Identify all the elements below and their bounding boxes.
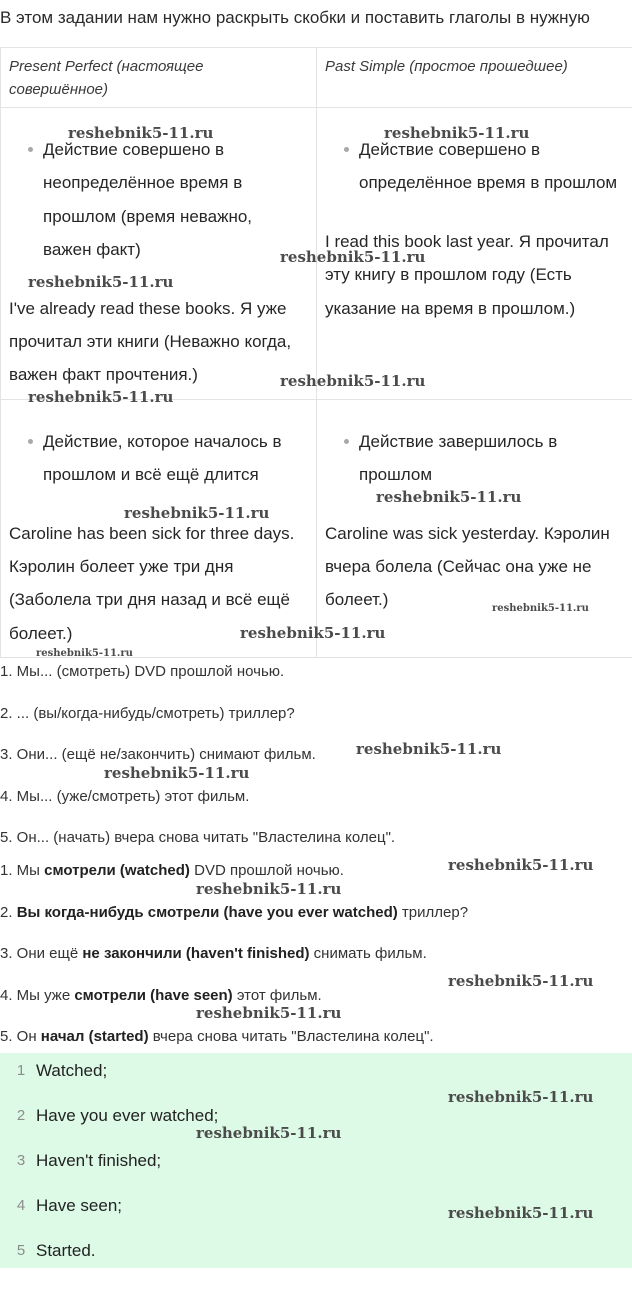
watermark-text: reshebnik5-11.ru — [492, 603, 589, 614]
answer-text: снимать фильм. — [309, 945, 427, 962]
watermark-text: reshebnik5-11.ru — [448, 1204, 594, 1222]
example-text: Caroline was sick yesterday. Кэролин вчера болела (Сейчас она уже не болеет.) — [325, 523, 610, 610]
list-item — [325, 425, 624, 492]
watermark-text: reshebnik5-11.ru — [384, 124, 530, 142]
watermark-text: reshebnik5-11.ru — [280, 248, 426, 266]
watermark-text: reshebnik5-11.ru — [356, 740, 502, 758]
item-text: Watched; — [36, 1061, 108, 1080]
answer-text: 2. — [0, 903, 17, 921]
table-cell-present-perfect — [1, 108, 317, 400]
watermark-text: reshebnik5-11.ru — [68, 124, 214, 142]
rule-text: Действие, которое началось в прошлом и всё ещё длится — [43, 431, 282, 485]
list-item — [9, 133, 308, 267]
short-answer-item — [0, 1059, 632, 1083]
table-cell-present-perfect — [1, 399, 317, 657]
item-number: 4 — [16, 1197, 26, 1214]
answer-text: 3. Они ещё — [0, 945, 83, 962]
watermark-text: reshebnik5-11.ru — [104, 764, 250, 782]
answer-highlight: Вы когда-нибудь смотрели (have you ever watched) — [16, 903, 398, 921]
answer-text: DVD прошлой ночью. — [189, 862, 344, 879]
table-row — [1, 399, 632, 657]
question-item: 4. Мы... (уже/смотреть) этот фильм. — [0, 787, 250, 805]
answer-highlight: начал (started) — [40, 1028, 149, 1045]
watermark-text: reshebnik5-11.ru — [28, 273, 174, 291]
watermark-text: reshebnik5-11.ru — [448, 972, 594, 990]
watermark-text: reshebnik5-11.ru — [448, 856, 594, 874]
example-text: I read this book last year. Я прочитал эту книгу в прошлом году (Есть указание на время в прошлом.) — [325, 231, 609, 318]
answer-highlight: смотрели (watched) — [44, 862, 190, 879]
answer-item — [0, 902, 632, 924]
list-item — [9, 425, 308, 492]
watermark-text: reshebnik5-11.ru — [196, 880, 342, 898]
question-item: 5. Он... (начать) вчера снова читать "Властелина колец". — [0, 829, 396, 846]
watermark-text: reshebnik5-11.ru — [28, 388, 174, 406]
short-answer-box — [0, 1053, 632, 1268]
question-item: 3. Они... (ещё не/закончить) снимают фильм. — [0, 746, 316, 763]
bullet-icon — [344, 147, 349, 152]
answer-text: этот фильм. — [232, 986, 322, 1004]
watermark-text: reshebnik5-11.ru — [280, 372, 426, 390]
table-cell-past-simple — [317, 399, 632, 657]
header-past-simple: Past Simple (простое прошедшее) — [317, 48, 632, 108]
rule-list — [9, 133, 308, 267]
watermark-text: reshebnik5-11.ru — [124, 504, 270, 522]
item-text: Have you ever watched; — [36, 1106, 219, 1125]
answer-highlight: смотрели (have seen) — [74, 986, 233, 1004]
question-item: 1. Мы... (смотреть) DVD прошлой ночью. — [0, 663, 285, 680]
item-text: Haven't finished; — [36, 1151, 162, 1170]
rule-text: Действие совершено в неопределённое время в прошлом (время неважно, важен факт) — [43, 140, 253, 260]
answer-item — [0, 943, 632, 965]
rule-text: Действие завершилось в прошлом — [359, 431, 558, 485]
header-present-perfect: Present Perfect (настоящее совершённое) — [1, 48, 317, 108]
answer-text: вчера снова читать "Властелина колец". — [148, 1028, 434, 1045]
answer-highlight: не закончили (haven't finished) — [82, 945, 310, 962]
item-number: 5 — [16, 1242, 26, 1259]
item-text: Started. — [36, 1241, 96, 1260]
list-item — [325, 133, 624, 200]
example-text: Caroline has been sick for three days. Кэролин болеет уже три дня (Заболела три дня назад и всё ещё болеет.) — [9, 523, 295, 643]
rule-list — [9, 425, 308, 492]
question-item: 2. ... (вы/когда-нибудь/смотреть) триллер? — [0, 704, 295, 722]
bullet-icon — [28, 439, 33, 444]
rule-list — [325, 425, 624, 492]
watermark-text: reshebnik5-11.ru — [196, 1124, 342, 1142]
watermark-text: reshebnik5-11.ru — [36, 648, 133, 659]
bullet-icon — [28, 147, 33, 152]
rule-list — [325, 133, 624, 200]
watermark-text: reshebnik5-11.ru — [196, 1004, 342, 1022]
rule-text: Действие совершено в определённое время в прошлом — [359, 140, 618, 193]
example-text: I've already read these books. Я уже прочитал эти книги (Неважно когда, важен факт прочтения.) — [9, 298, 292, 385]
item-text: Have seen; — [36, 1196, 122, 1215]
item-number: 3 — [16, 1152, 26, 1169]
exercise-questions — [0, 661, 632, 869]
watermark-text: reshebnik5-11.ru — [240, 624, 386, 642]
watermark-text: reshebnik5-11.ru — [448, 1088, 594, 1106]
bullet-icon — [344, 439, 349, 444]
task-intro: В этом задании нам нужно раскрыть скобки и поставить глаголы в нужную — [0, 8, 590, 27]
answer-text: 4. Мы уже — [0, 986, 75, 1004]
answer-text: 1. Мы — [0, 862, 45, 879]
item-number: 1 — [16, 1062, 26, 1079]
answer-text: триллер? — [397, 903, 469, 921]
table-header-row — [1, 48, 632, 108]
item-number: 2 — [16, 1107, 26, 1124]
answer-item — [0, 1026, 632, 1048]
short-answer-item — [0, 1149, 632, 1173]
watermark-text: reshebnik5-11.ru — [376, 488, 522, 506]
answer-text: 5. Он — [0, 1028, 41, 1045]
short-answer-item — [0, 1239, 632, 1263]
